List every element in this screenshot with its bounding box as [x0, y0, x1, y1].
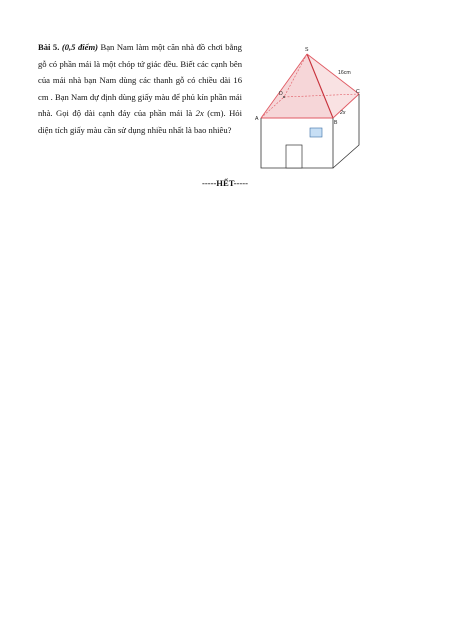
house-door	[286, 145, 302, 168]
label-A: A	[255, 116, 259, 122]
label-S: S	[305, 47, 309, 53]
label-B: B	[334, 120, 338, 126]
problem-number: Bài 5.	[38, 42, 60, 52]
base-edge-variable: 2x	[195, 108, 204, 119]
house-figure-svg	[252, 44, 364, 176]
label-2x: 2x	[340, 110, 346, 116]
problem-statement	[38, 39, 242, 139]
problem-points: (0,5 điểm)	[61, 42, 99, 52]
problem-text-part-1: Bạn Nam làm một căn nhà đồ chơi bằng gỗ có phần mái là một chóp tứ giác đều. Biết các cạnh bên của mái nhà bạn Nam dùng các thanh gỗ có chiều dài 16 cm . Bạn Nam dự định dùng giấy màu để phủ kín phần mái nhà. Gọi độ dài cạnh đáy của phần mái là	[38, 42, 242, 119]
house-window	[310, 128, 322, 137]
point-D-marker	[283, 96, 285, 98]
label-D: D	[279, 91, 283, 97]
label-C: C	[356, 89, 360, 95]
house-pyramid-figure	[252, 44, 364, 176]
problem-text-part-2: (cm). Hỏi diện tích giấy màu cần sử dụng nhiều nhất là bao nhiêu?	[38, 108, 242, 135]
end-marker: -----HẾT-----	[202, 178, 248, 188]
label-16cm: 16cm	[338, 70, 351, 76]
